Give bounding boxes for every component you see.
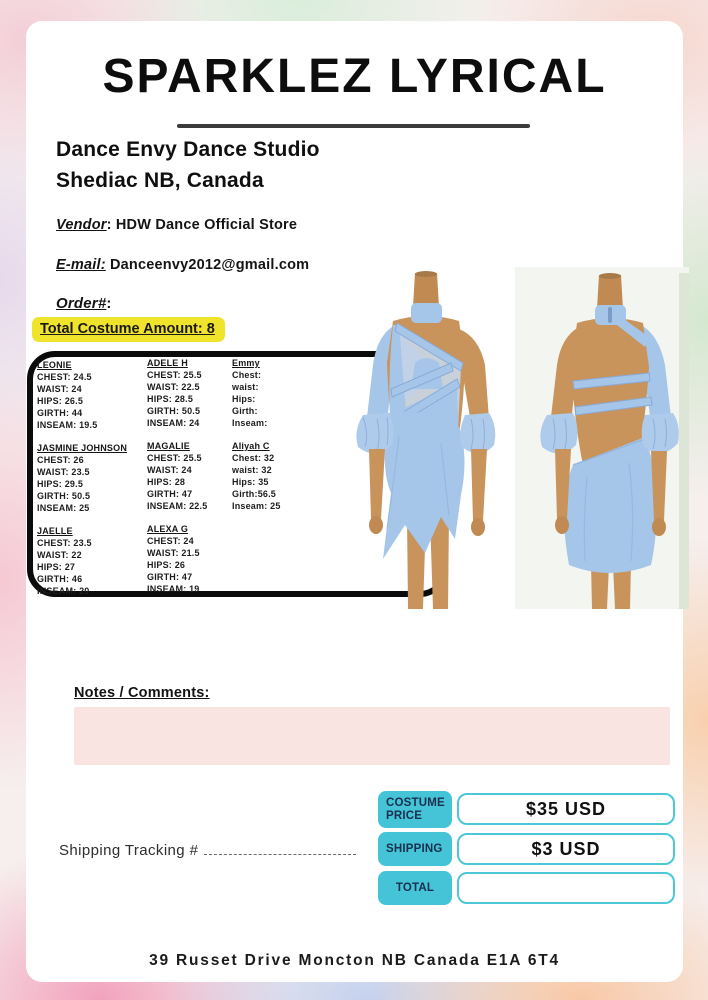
form-title: SPARKLEZ LYRICAL — [102, 50, 607, 103]
dancer-measurement-line: GIRTH: 47 — [147, 572, 193, 582]
order-colon: : — [106, 295, 112, 312]
total-costume-amount-badge: Total Costume Amount: 8 — [32, 317, 225, 342]
vendor-value: : HDW Dance Official Store — [106, 217, 298, 233]
footer-address: 39 Russet Drive Moncton NB Canada E1A 6T4 — [149, 952, 560, 969]
notes-comments-label: Notes / Comments: — [74, 685, 210, 701]
dancer-measurements — [232, 440, 340, 512]
email-label: E-mail: — [56, 257, 106, 273]
dancer-name: JAELLE — [37, 526, 73, 536]
dancer-measurement-line: WAIST: 21.5 — [147, 548, 200, 558]
dancer-name: Aliyah C — [232, 441, 270, 451]
dancer-name: MAGALIE — [147, 441, 190, 451]
dancer-measurement-line: GIRTH: 47 — [147, 489, 193, 499]
email-line — [56, 257, 309, 273]
vendor-line — [56, 217, 297, 233]
front-costume-photo — [356, 271, 495, 609]
dancer-measurement-line: Chest: 32 — [232, 453, 275, 463]
form-page — [26, 21, 683, 982]
dancer-measurement-line: Inseam: — [232, 418, 268, 428]
dancer-measurement-line: HIPS: 27 — [37, 562, 76, 572]
dancer-measurement-line: WAIST: 24 — [147, 465, 192, 475]
dancer-measurement-line: HIPS: 28 — [147, 477, 186, 487]
dancer-measurement-line: CHEST: 25.5 — [147, 453, 202, 463]
dancer-measurement-line: CHEST: 23.5 — [37, 538, 92, 548]
dancer-measurement-line: CHEST: 24.5 — [37, 372, 92, 382]
dancer-measurements — [37, 442, 145, 514]
shipping-label: SHIPPING — [378, 832, 452, 866]
dancer-measurement-line: CHEST: 24 — [147, 536, 194, 546]
dancer-name: LEONIE — [37, 360, 72, 370]
title-divider — [177, 124, 530, 128]
dancer-name: ADELE H — [147, 358, 188, 368]
dancer-measurement-line: HIPS: 26 — [147, 560, 186, 570]
dancer-measurement-line: GIRTH: 46 — [37, 574, 83, 584]
studio-block — [56, 134, 320, 196]
dancer-measurement-line: WAIST: 22 — [37, 550, 82, 560]
dancer-measurement-line: CHEST: 25.5 — [147, 370, 202, 380]
dancer-measurement-line: GIRTH: 44 — [37, 408, 83, 418]
measurements-column-1 — [37, 359, 145, 608]
dancer-measurement-line: WAIST: 23.5 — [37, 467, 90, 477]
shipping-tracking-input-line[interactable] — [204, 841, 356, 855]
total-label: TOTAL — [378, 871, 452, 905]
vendor-label: Vendor — [56, 217, 107, 233]
dancer-measurement-line: WAIST: 24 — [37, 384, 82, 394]
dancer-measurement-line: CHEST: 26 — [37, 455, 84, 465]
dancer-measurement-line: waist: — [232, 382, 259, 392]
shipping-tracking-label: Shipping Tracking # — [59, 842, 199, 859]
dancer-measurement-line: HIPS: 26.5 — [37, 396, 84, 406]
order-line[interactable] — [56, 295, 112, 312]
dancer-measurements — [37, 359, 145, 431]
dancer-measurement-line: waist: 32 — [232, 465, 272, 475]
studio-location: Shediac NB, Canada — [56, 169, 264, 192]
costume-price-value: $35 USD — [457, 793, 675, 825]
dancer-measurement-line: WAIST: 22.5 — [147, 382, 200, 392]
dancer-measurement-line: INSEAM: 19.5 — [37, 420, 98, 430]
total-value-input[interactable] — [457, 872, 675, 904]
email-value: Danceenvy2012@gmail.com — [105, 257, 310, 273]
dancer-measurements — [232, 357, 340, 429]
dancer-measurement-line: HIPS: 29.5 — [37, 479, 84, 489]
dancer-name: JASMINE JOHNSON — [37, 443, 128, 453]
costume-photos — [329, 267, 689, 609]
dancer-measurement-line: INSEAM: 25 — [37, 503, 90, 513]
dancer-name: ALEXA G — [147, 524, 189, 534]
dancer-measurement-line: Hips: — [232, 394, 256, 404]
dancer-measurement-line: Inseam: 25 — [232, 501, 281, 511]
costume-price-label: COSTUME PRICE — [378, 791, 452, 828]
studio-name: Dance Envy Dance Studio — [56, 138, 320, 161]
dancer-measurements — [147, 523, 255, 595]
dancer-measurement-line: GIRTH: 50.5 — [37, 491, 91, 501]
dancer-measurement-line: Girth:56.5 — [232, 489, 277, 499]
dancer-measurement-line: HIPS: 28.5 — [147, 394, 194, 404]
dancer-measurement-line: INSEAM: 19 — [147, 584, 200, 594]
notes-input-area[interactable] — [74, 707, 670, 765]
shipping-value: $3 USD — [457, 833, 675, 865]
dancer-measurements — [37, 525, 145, 597]
measurements-column-3 — [232, 357, 340, 523]
dancer-measurement-line: INSEAM: 22.5 — [147, 501, 208, 511]
order-label: Order# — [56, 295, 107, 312]
dancer-measurement-line: Hips: 35 — [232, 477, 269, 487]
dancer-measurement-line: INSEAM: 20 — [37, 586, 90, 596]
dancer-measurement-line: Chest: — [232, 370, 262, 380]
shipping-tracking-line — [59, 841, 356, 859]
dancer-measurement-line: GIRTH: 50.5 — [147, 406, 201, 416]
dancer-name: Emmy — [232, 358, 260, 368]
dancer-measurement-line: INSEAM: 24 — [147, 418, 200, 428]
dancer-measurement-line: Girth: — [232, 406, 258, 416]
